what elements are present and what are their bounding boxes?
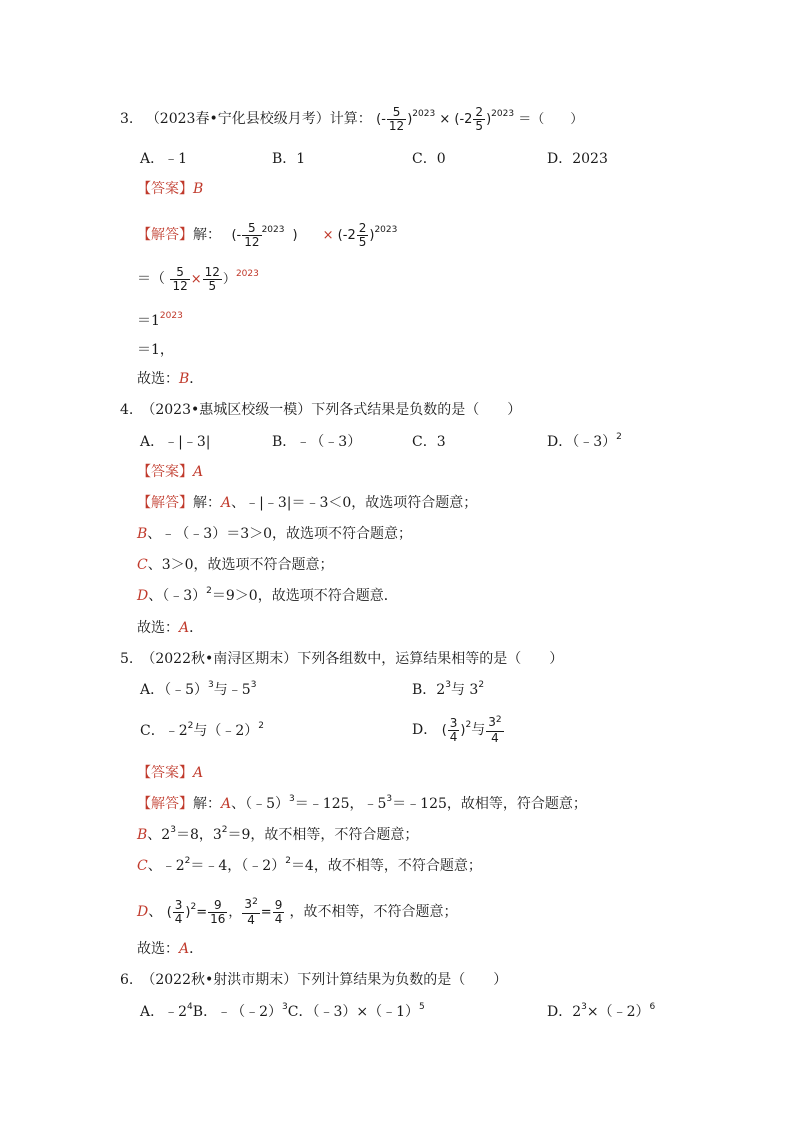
q5-answer: 【答案】A [137,765,204,781]
q3-number: 3. [120,111,134,127]
q5-option-a[interactable]: A．（﹣5）$^3$与$﹣5^3$ [140,680,257,698]
q6-option-d[interactable]: D．$2^3\times(﹣2)^6$ [547,1002,656,1020]
q6-option-a[interactable]: A．$﹣2^4$ [140,1002,193,1020]
q6-options-abc [140,1003,425,1023]
q3-solution-line4: ＝1， [137,342,174,358]
q5-option-c[interactable]: C．$﹣2^2$与（﹣2）$^2$ [140,721,265,739]
q3-option-d[interactable]: D．2023 [547,151,608,167]
q3-conclusion: 故选：B． [137,371,204,387]
q4-option-b[interactable]: B．﹣（﹣3） [272,434,362,450]
q5-solution-line-c: C、$﹣2^2=﹣4$，（﹣2）$^2$＝4，故不相等，不符合题意； [137,856,482,874]
q3-option-a[interactable]: A．﹣1 [140,151,188,167]
q3-solution-line2: ＝（ $\frac{5}{12}$ × $\frac{12}{5}$ ）$^{2023}$ [137,265,259,293]
q5-solution-line-b: B、$2^3=8$，$3^2=9$，故不相等，不符合题意； [137,825,419,843]
q5-solution-line-a: 【解答】解：A、（﹣5）$^3$＝﹣125，$﹣5^3=﹣125$，故相等，符合题意； [137,794,587,812]
q4-conclusion: 故选：A． [137,620,204,636]
q3-answer: 【答案】B [137,181,204,197]
q5-option-d[interactable]: D． ( $\frac{3}{4}$ )$^2$与 $\frac{3^2}{4}$ [412,715,502,745]
q3-expression: (- $\frac{5}{12}$ )$^{2023}$ × (-2 $\frac{2}{5}$ )$^{2023}$ ＝（ ） [376,105,584,133]
q4-option-a[interactable]: A．﹣|﹣3| [140,434,211,450]
q3-frac-5-12: $\frac{5}{12}$ [388,105,405,133]
q4-solution-line-a: 【解答】解：A、﹣|﹣3|＝﹣3＜0，故选项符合题意； [137,495,478,511]
q6-option-b[interactable]: B．﹣（﹣2）$^3$ [192,1002,288,1020]
q4-option-c[interactable]: C．3 [412,434,446,450]
q4-stem: 4. （2023•惠城区校级一模）下列各式结果是负数的是（ ） [120,402,522,418]
q5-stem: 5. （2022秋•南浔区期末）下列各组数中，运算结果相等的是（ ） [120,651,564,667]
q3-stem [120,106,583,133]
q4-option-d[interactable]: D．（﹣3）$^2$ [547,432,622,450]
q3-option-b[interactable]: B．1 [272,151,306,167]
q5-option-b[interactable]: B．$2^3$与 $3^2$ [412,680,485,698]
q3-option-c[interactable]: C．0 [412,151,446,167]
q3-source: （2023春•宁化县校级月考）计算： [145,111,372,127]
q4-solution-line-c: C、3＞0，故选项不符合题意； [137,557,334,573]
q4-solution-line-d: D、（﹣3）$^2$＝9＞0，故选项不符合题意． [137,586,398,604]
q3-solution-line1: 【解答】解： (- $\frac{5}{12}$ )$^{2023}$ × (-2 $\frac{2}{5}$ )$^{2023}$ [137,221,398,249]
q5-solution-line-d: D、 ( $\frac{3}{4}$ )$^2$= $\frac{9}{16}$ ， $\frac{3^2}{4}$ = $\frac{9}{4}$ ，故不相等，不符合题意； [137,897,458,927]
q4-solution-line-b: B、﹣（﹣3）＝3＞0，故选项不符合题意； [137,526,413,542]
q6-option-c[interactable]: C．（﹣3）×（﹣1）$^5$ [287,1002,425,1020]
q6-stem: 6. （2022秋•射洪市期末）下列计算结果为负数的是（ ） [120,972,508,988]
q5-conclusion: 故选：A． [137,941,204,957]
q3-solution-line3: $=1^{2023}$ [137,311,183,329]
q3-frac-2-5: $\frac{2}{5}$ [475,105,484,133]
q4-answer: 【答案】A [137,464,204,480]
